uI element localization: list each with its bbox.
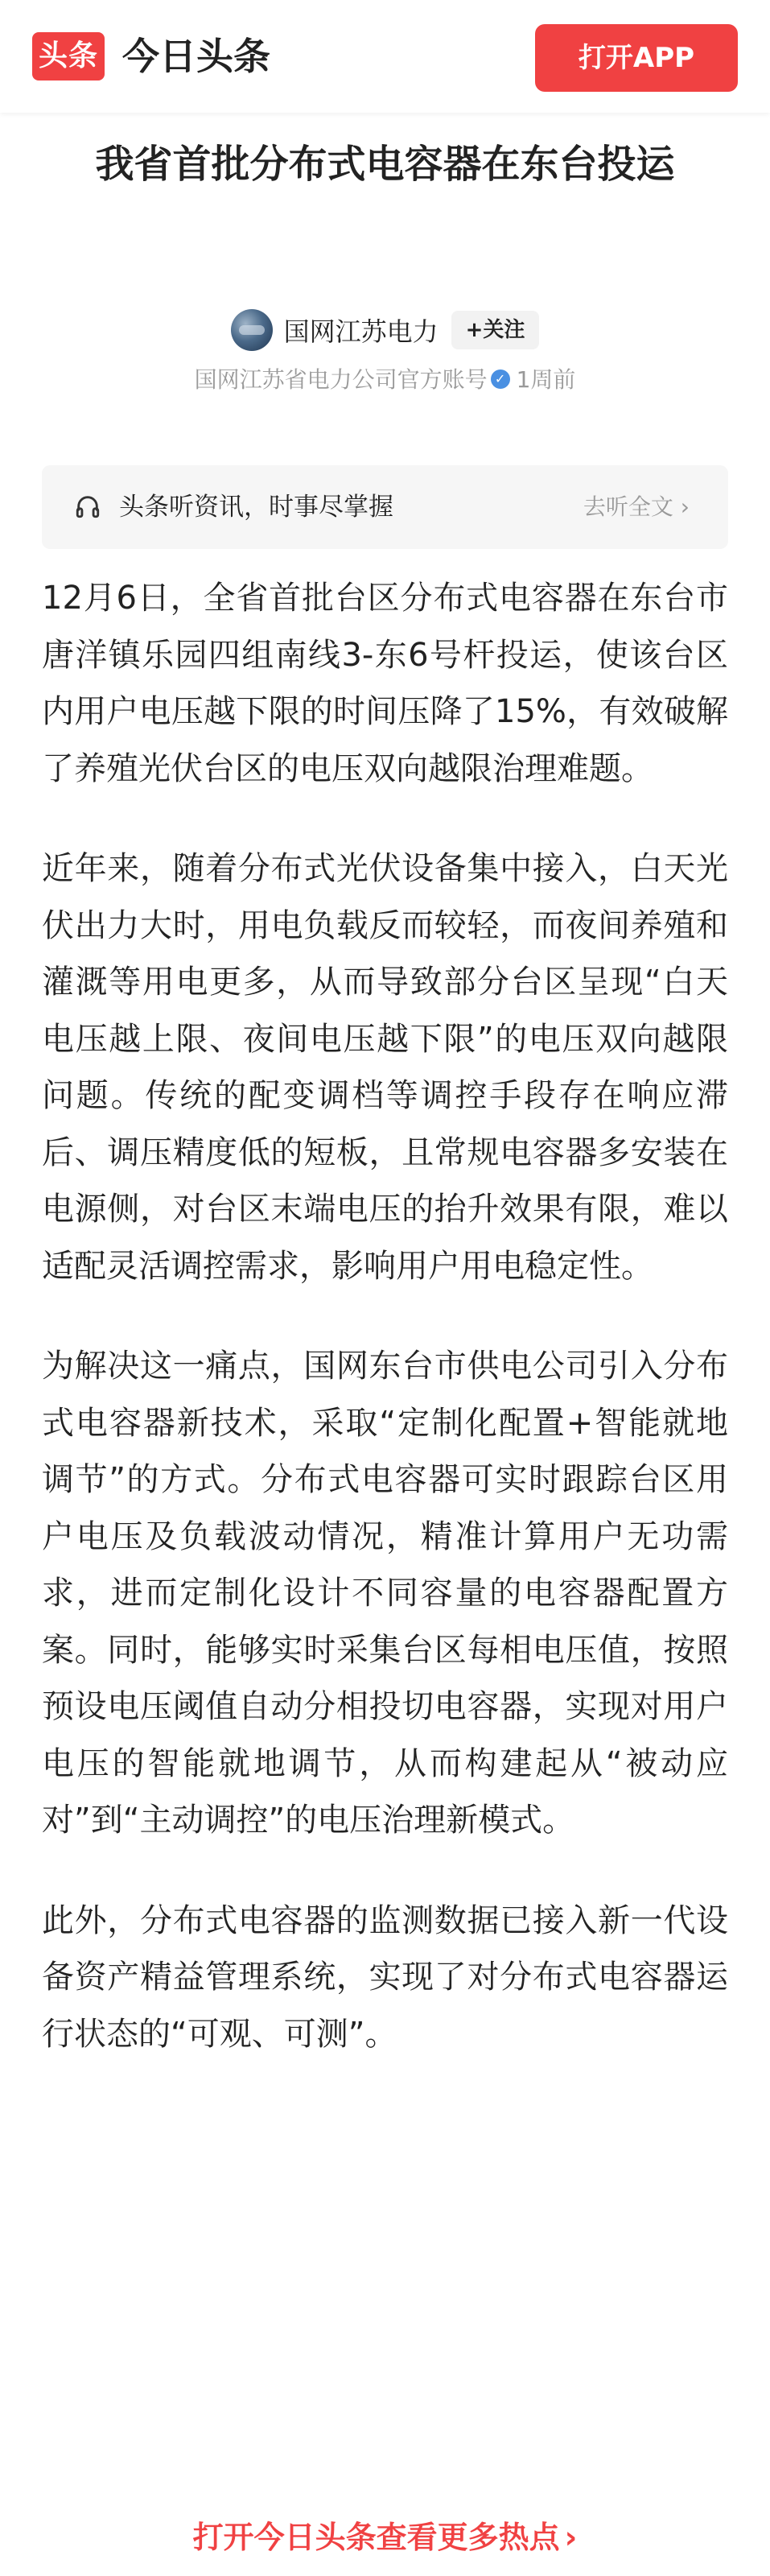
author-name[interactable]: 国网江苏电力	[283, 316, 439, 347]
listen-full-button[interactable]: 去听全文 ›	[583, 493, 690, 520]
account-description: 国网江苏省电力公司官方账号	[194, 366, 488, 393]
author-avatar[interactable]	[231, 309, 273, 351]
top-bar	[0, 0, 770, 113]
paragraph: 近年来，随着分布式光伏设备集中接入，白天光伏出力大时，用电负载反而较轻，而夜间养殖和灌溉等用电更多，从而导致部分台区呈现“白天电压越上限、夜间电压越下限”的电压双向越限问题。传统的配变调档等调控手段存在响应滞后、调压精度低的短板，且常规电容器多安装在电源侧，对台区末端电压的抬升效果有限，难以适配灵活调控需求，影响用户用电稳定性。	[42, 850, 728, 1285]
open-app-button[interactable]: 打开APP	[535, 24, 738, 92]
follow-button[interactable]: +关注	[451, 311, 540, 349]
listen-text: 头条听资讯，时事尽掌握	[119, 493, 393, 522]
app-name[interactable]: 今日头条	[122, 35, 270, 78]
author-meta	[0, 362, 770, 398]
paragraph: 此外，分布式电容器的监测数据已接入新一代设备资产精益管理系统，实现了对分布式电容器运行状态的“可观、可测”。	[42, 1901, 728, 2053]
more-link-label: 打开今日头条查看更多热点	[192, 2520, 560, 2555]
verified-icon: ✓	[491, 369, 510, 389]
chevron-right-icon: ›	[564, 2520, 578, 2555]
article-body	[42, 570, 728, 2106]
open-more-hot-link[interactable]	[0, 2513, 770, 2562]
article-title: 我省首批分布式电容器在东台投运	[95, 142, 675, 187]
listen-bar[interactable]	[42, 465, 728, 549]
publish-time: 1周前	[516, 366, 576, 393]
paragraph: 12月6日，全省首批台区分布式电容器在东台市唐洋镇乐园四组南线3-东6号杆投运，使该台区内用户电压越下限的时间压降了15%，有效破解了养殖光伏台区的电压双向越限治理难题。	[42, 580, 728, 787]
toutiao-logo[interactable]: 头条	[32, 32, 105, 80]
headphone-icon	[74, 493, 101, 520]
paragraph: 为解决这一痛点，国网东台市供电公司引入分布式电容器新技术，采取“定制化配置+智能就地调节”的方式。分布式电容器可实时跟踪台区用户电压及负载波动情况，精准计算用户无功需求，进而定制化设计不同容量的电容器配置方案。同时，能够实时采集台区每相电压值，按照预设电压阈值自动分相投切电容器，实现对用户电压的智能就地调节，从而构建起从“被动应对”到“主动调控”的电压治理新模式。	[42, 1348, 728, 1839]
author-row	[0, 306, 770, 354]
